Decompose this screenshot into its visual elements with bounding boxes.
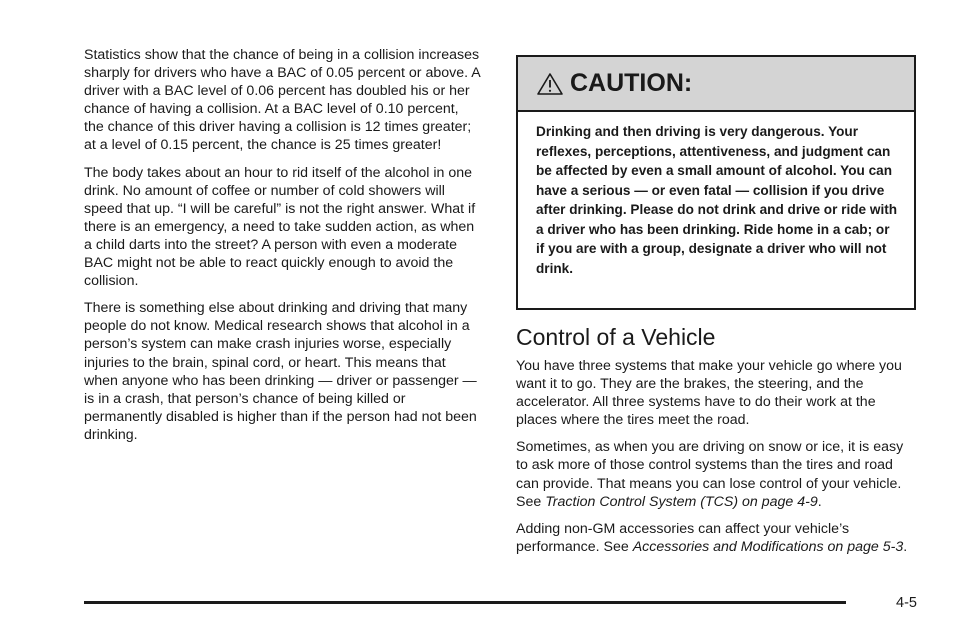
- paragraph-accessories: [516, 520, 918, 556]
- caution-header: [518, 57, 914, 112]
- paragraph-control-systems: You have three systems that make your vehicle go where you want it to go. They are the brakes, the steering, and the accelerator. All three systems have to do their work at the places where the tires meet the road.: [516, 358, 902, 429]
- caution-text: Drinking and then driving is very dangerous. Your reflexes, perceptions, attentiveness, and judgment can be affected by even a small amount of alcohol. You can have a serious — or even fatal — collision if you drive after drinking. Please do not drink and drive or ride with a driver who has been drinking. Ride home in a cab; or if you are with a group, designate a driver who will not drink.: [536, 124, 898, 276]
- left-column: [84, 46, 482, 453]
- page-number: 4-5: [896, 595, 917, 611]
- paragraph-traction-end: .: [817, 493, 822, 510]
- right-column: [516, 357, 918, 565]
- paragraph-bac-statistics: Statistics show that the chance of being in a collision increases sharply for drivers who have a BAC of 0.05 percent or above. A driver with a BAC level of 0.06 percent has doubled his or her chance of having a collision. At a BAC level of 0.10 percent, the chance of this driver having a collision is 12 times greater; at a level of 0.15 percent, the chance is 25 times greater!: [84, 47, 480, 154]
- caution-title: CAUTION:: [570, 69, 693, 97]
- paragraph-alcohol-elimination: The body takes about an hour to rid itself of the alcohol in one drink. No amount of coffee or number of cold showers will speed that up. “I will be careful” is not the right answer. What if there is an emergency, a need to take sudden action, as when a child darts into the street? A person with even a moderate BAC might not be able to react quickly enough to avoid the collision.: [84, 164, 476, 290]
- paragraph-accessories-end: .: [903, 538, 908, 555]
- accessories-reference-link[interactable]: Accessories and Modifications on page 5-3: [632, 538, 904, 555]
- section-title: Control of a Vehicle: [516, 324, 716, 350]
- warning-triangle-icon: [536, 72, 564, 96]
- paragraph-crash-injuries: There is something else about drinking and driving that many people do not know. Medical research shows that alcohol in a person’s system can make crash injuries worse, especially injuries to the brain, spinal cord, or heart. This means that when anyone who has been drinking — driver or passenger — is in a crash, that person’s chance of being killed or permanently disabled is higher than if the person had not been drinking.: [84, 300, 477, 443]
- paragraph-traction-text: Sometimes, as when you are driving on snow or ice, it is easy to ask more of those control systems than the tires and road can provide. That means you can lose control of your vehicle. See: [516, 439, 904, 510]
- caution-box: [516, 55, 916, 310]
- paragraph-traction: [516, 438, 918, 510]
- footer-divider: [84, 601, 846, 604]
- traction-control-reference-link[interactable]: Traction Control System (TCS) on page 4-9: [545, 493, 818, 510]
- paragraph-accessories-text: Adding non-GM accessories can affect your vehicle’s performance. See: [516, 520, 850, 555]
